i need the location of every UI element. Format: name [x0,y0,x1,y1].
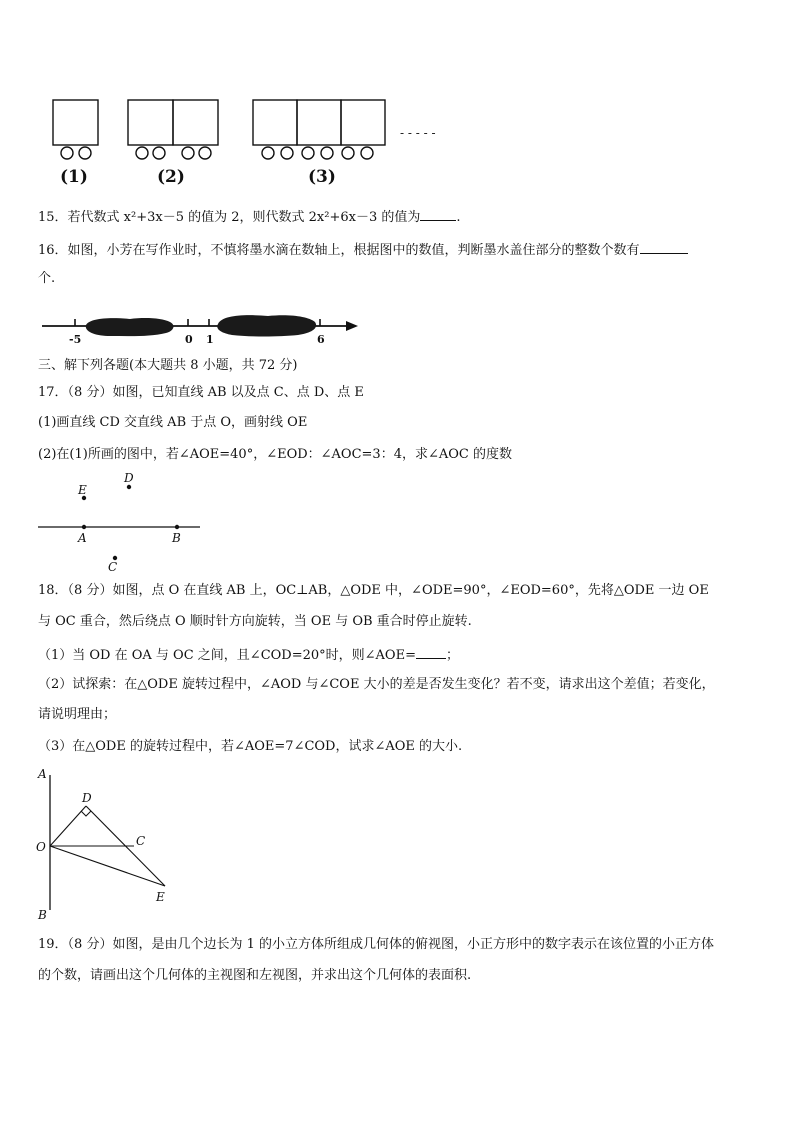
side-oe [50,846,165,886]
ellipsis: - - - - - [400,126,436,140]
section-3-heading [38,357,768,375]
q18-figure [34,765,194,925]
question-19-text: 19．（8 分）如图，是由几个边长为 1 的小立方体所组成几何体的俯视图，小正方形中的数字表示在该位置的小正方体 [38,937,714,952]
answer-blank-16[interactable] [640,240,688,254]
question-19-text-2: 的个数，请画出这个几何体的主视图和左视图，并求出这个几何体的表面积. [38,968,472,983]
caption-2: (2) [157,167,185,187]
question-18-part-3-text: （3）在△ODE 的旋转过程中，若∠AOE=7∠COD，试求∠AOE 的大小. [38,739,463,754]
point-d [127,485,131,489]
label-b: B [38,908,47,922]
square [253,100,297,145]
question-17-part-2 [38,446,768,464]
square [128,100,173,145]
wheel [321,147,333,159]
wheel [361,147,373,159]
question-18-text: 18．（8 分）如图，点 O 在直线 AB 上，OC⊥AB，△ODE 中，∠ODE=90°，∠EOD=60°，先将△ODE 一边 OE [38,583,709,598]
axis-arrow [346,321,358,331]
wheel [79,147,91,159]
tick-label-minus-5: -5 [69,333,82,346]
question-19-line-2 [38,967,768,985]
ink-blot-left [86,318,174,336]
q17-figure [36,470,206,580]
label-d: D [124,471,134,485]
square [341,100,385,145]
question-18-part-2-text: （2）试探索：在△ODE 旋转过程中，∠AOD 与∠COE 大小的差是否发生变化？若不变，请求出这个差值；若变化， [38,677,715,692]
question-16-line-1 [38,240,768,260]
tick-label-1: 1 [206,333,214,346]
ink-blot-right [217,315,316,336]
question-18-part-2-cont [38,706,768,724]
wheel [342,147,354,159]
side-od [50,806,86,846]
question-15-text: 15．若代数式 x²+3x－5 的值为 2，则代数式 2x²+6x－3 的值为 [38,210,421,225]
question-18-part-2-text-2: 请说明理由； [38,707,117,722]
square [173,100,218,145]
label-o: O [36,840,46,854]
question-16-line-2 [38,270,768,288]
question-18-part-1 [38,645,768,665]
question-18-part-3 [38,738,768,756]
caption-3: (3) [308,167,336,187]
wheel [153,147,165,159]
number-line-figure [40,310,370,350]
question-16-text: 16．如图，小芳在写作业时，不慎将墨水滴在数轴上，根据图中的数值，判断墨水盖住部分的整数个数有 [38,243,640,258]
period: . [456,210,461,225]
question-19-line-1 [38,936,768,954]
question-15 [38,207,768,227]
question-17-part-1 [38,414,768,432]
square [53,100,98,145]
answer-blank-15[interactable] [420,207,456,221]
label-a: A [78,531,87,545]
label-e: E [156,890,165,904]
label-c: C [108,560,118,574]
section-3-text: 三、解下列各题(本大题共 8 小题，共 72 分) [38,358,298,373]
question-17-part-1-text: (1)画直线 CD 交直线 AB 于点 O，画射线 OE [38,415,308,430]
wheel [262,147,274,159]
label-a: A [38,767,47,781]
point-b [175,525,179,529]
question-18-line-1 [38,582,768,600]
caption-1: (1) [60,167,88,187]
train-pattern-figure [40,90,460,190]
label-b: B [172,531,181,545]
question-18-part-1-text: （1）当 OD 在 OA 与 OC 之间，且∠COD=20°时，则∠AOE= [38,648,416,663]
tick-label-0: 0 [185,333,193,346]
wheel [199,147,211,159]
question-17-part-2-text: (2)在(1)所画的图中，若∠AOE=40°，∠EOD：∠AOC=3：4，求∠AOC 的度数 [38,447,512,462]
question-18-part-2 [38,676,768,694]
square [297,100,341,145]
wheel [182,147,194,159]
label-c: C [136,834,146,848]
tick-label-6: 6 [317,333,325,346]
point-a [82,525,86,529]
answer-blank-18-1[interactable] [416,645,446,659]
question-16-unit: 个. [38,271,56,286]
question-18-text-2: 与 OC 重合，然后绕点 O 顺时针方向旋转，当 OE 与 OB 重合时停止旋转. [38,614,472,629]
wheel [61,147,73,159]
wheel [302,147,314,159]
wheel [136,147,148,159]
right-angle-mark [81,811,91,816]
label-d: D [82,791,92,805]
question-17-text: 17．（8 分）如图，已知直线 AB 以及点 C、点 D、点 E [38,385,364,400]
label-e: E [78,483,87,497]
wheel [281,147,293,159]
semicolon: ； [445,648,459,663]
question-18-line-2 [38,613,768,631]
question-17-stem [38,384,768,402]
